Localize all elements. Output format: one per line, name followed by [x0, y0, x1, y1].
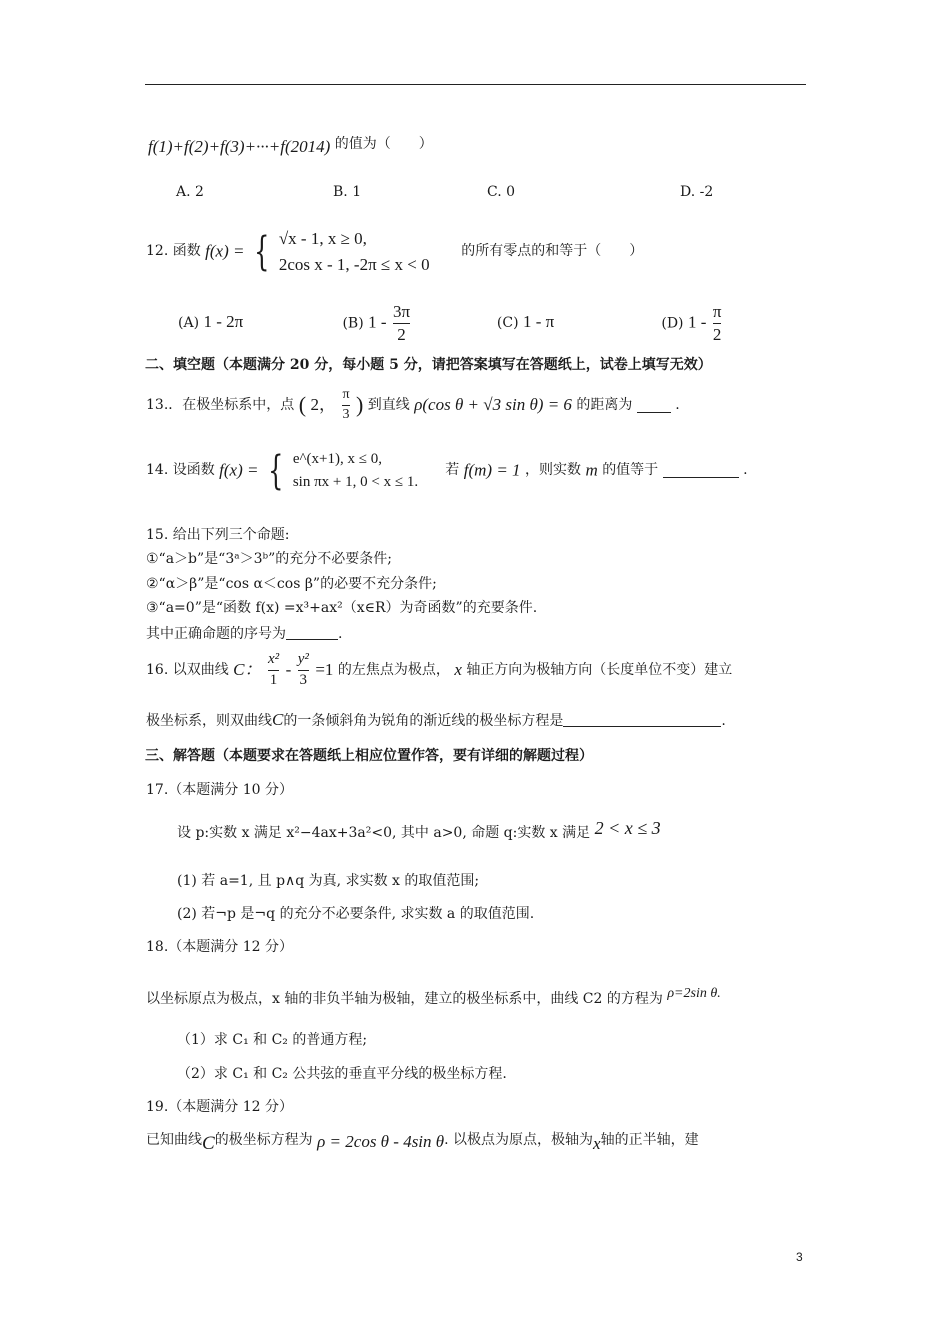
q12-number: 12. 函数 [146, 243, 201, 260]
q16-fraction-2 [298, 652, 309, 689]
q12-pieces [279, 226, 457, 277]
q14-brace: { [268, 447, 284, 494]
q18-sub-1: （1）求 C₁ 和 C₂ 的普通方程; [177, 1032, 368, 1048]
q12-piece-1: √x - 1, x ≥ 0, [278, 229, 367, 248]
q15-answer-blank[interactable] [286, 625, 338, 640]
q13-line [146, 388, 680, 422]
q14-line [146, 448, 748, 493]
q19-x: x [593, 1134, 601, 1153]
q12-option-c-value: 1 - π [523, 312, 555, 332]
q16-eq: =1 [315, 660, 334, 680]
page-number: 3 [796, 1250, 803, 1264]
q11-option-b: B. 1 [333, 184, 362, 200]
q18-head: 18.（本题满分 12 分） [146, 939, 293, 955]
q14-end: . [743, 462, 748, 479]
q15-end: . [338, 626, 343, 642]
q15-proposition-1: ①“a＞b”是“3ᵃ＞3ᵇ”的充分不必要条件; [146, 551, 393, 567]
q14-pieces [293, 448, 441, 493]
q13-point-a: 2， [310, 394, 336, 414]
q11-option-d: D. -2 [680, 184, 714, 200]
q18-sub-2: （2）求 C₁ 和 C₂ 公共弦的垂直平分线的极坐标方程. [177, 1066, 507, 1082]
q11-option-c: C. 0 [487, 184, 516, 200]
q16-line-1 [146, 652, 732, 689]
q12-option-d-label: (D) [661, 315, 684, 332]
q18-stem-line [146, 986, 721, 1008]
q16-end: . [721, 713, 726, 729]
section-3-title: 三、解答题（本题要求在答题纸上相应位置作答，要有详细的解题过程） [145, 748, 593, 764]
q12-option-b-num: 3π [393, 302, 411, 321]
q14-piece-2: sin πx + 1, 0 < x ≤ 1. [292, 473, 419, 490]
q12-piece-2: 2cos x - 1, -2π ≤ x < 0 [278, 254, 430, 274]
header-rule [145, 84, 806, 85]
q16-curve: C： [233, 660, 262, 680]
section-2-title: 二、填空题（本题满分 20 分，每小题 5 分，请把答案填写在答题纸上，试卷上填写无效） [145, 357, 712, 373]
q12-option-b-den: 2 [397, 324, 406, 344]
q13-answer-blank[interactable] [637, 398, 671, 413]
q11-line [148, 136, 433, 157]
q16-pre: 16. 以双曲线 [146, 661, 229, 678]
q19-tail: 轴的正半轴，建 [600, 1132, 699, 1148]
q16-axis: x [454, 660, 462, 680]
q17-stem: 设 p:实数 x 满足 x²−4ax+3a²<0, 其中 a>0, 命题 q:实数 x 满足 [177, 825, 591, 841]
q17-sub-2: (2) 若¬p 是¬q 的充分不必要条件, 求实数 a 的取值范围. [177, 906, 535, 922]
q13-end: . [675, 396, 680, 413]
q16-post: 轴正方向为极轴方向（长度单位不变）建立 [466, 661, 733, 678]
q17-stem-line [177, 818, 661, 842]
q12-text: 的所有零点的和等于（ ） [461, 243, 644, 260]
q16-line2-c: C [272, 710, 284, 729]
q19-equation: ρ = 2cos θ - 4sin θ [317, 1132, 445, 1151]
q12-option-c-label: (C) [496, 315, 519, 332]
q16-mid: 的左焦点为极点， [337, 661, 450, 678]
q14-piece-1: e^(x+1), x ≤ 0, [292, 451, 382, 467]
q12-option-d-pre: 1 - [687, 312, 707, 332]
q16-answer-blank[interactable] [563, 712, 721, 727]
q12-brace: { [254, 228, 270, 275]
q13-paren-close: ) [355, 391, 364, 417]
q19-post: . 以极点为原点，极轴为 [444, 1132, 594, 1148]
q19-head: 19.（本题满分 12 分） [146, 1099, 293, 1115]
q15-ask-line [146, 625, 342, 643]
q12-option-b [342, 303, 492, 344]
q13-point-fraction [342, 388, 349, 422]
q13-mid: 到直线 [367, 396, 410, 413]
q11-expression: f(1)+f(2)+f(3)+···+f(2014) [148, 137, 331, 156]
q13-point-num: π [342, 387, 350, 402]
q12-option-a [178, 312, 338, 332]
q12-option-d-den: 2 [712, 324, 722, 344]
q16-f1-num: x² [267, 651, 280, 667]
q12-option-d-num: π [712, 302, 722, 321]
q16-f1-den: 1 [269, 671, 278, 688]
q14-lhs: f(x) = [219, 460, 259, 480]
q17-head: 17.（本题满分 10 分） [146, 782, 293, 798]
q12-option-a-value: 1 - 2π [203, 312, 244, 332]
q16-line2-post: 的一条倾斜角为锐角的渐近线的极坐标方程是 [283, 713, 564, 729]
q13-pre: 13.．在极坐标系中，点 [146, 396, 295, 413]
q12-line [146, 226, 643, 277]
q14-condition: f(m) = 1 [463, 460, 521, 480]
q19-mid: 的极坐标方程为 [214, 1132, 313, 1148]
q16-line-2 [146, 710, 726, 730]
q14-pre: 14. 设函数 [146, 462, 215, 479]
q13-paren-open: ( [298, 391, 307, 417]
q17-range: 2 < x ≤ 3 [594, 818, 661, 838]
q12-option-b-pre: 1 - [368, 312, 387, 332]
q16-line2-pre: 极坐标系，则双曲线 [146, 713, 272, 729]
q18-equation: ρ=2sin θ. [667, 986, 721, 1001]
q12-option-b-label: (B) [342, 315, 364, 332]
q14-cond-pre: 若 [445, 462, 460, 479]
q11-text: 的值为（ ） [334, 136, 433, 152]
q16-fraction-1 [268, 652, 279, 689]
q14-cond-post: ，则实数 [525, 462, 581, 479]
q11-option-a: A. 2 [176, 184, 204, 200]
q15-proposition-3: ③“a=0”是“函数 f(x) =x³+ax²（x∈R）为奇函数”的充要条件. [146, 600, 538, 616]
q13-line-equation: ρ(cos θ + √3 sin θ) = 6 [414, 394, 572, 414]
q17-sub-1: (1) 若 a=1, 且 p∧q 为真, 求实数 x 的取值范围; [177, 873, 480, 889]
q19-stem-line [146, 1132, 699, 1156]
q15-ask: 其中正确命题的序号为 [146, 626, 286, 642]
q14-tail: 的值等于 [602, 462, 659, 479]
q12-option-b-fraction [393, 303, 410, 344]
q14-var: m [585, 460, 598, 480]
q15-intro: 15. 给出下列三个命题: [146, 527, 290, 543]
q15-proposition-2: ②“α＞β”是“cos α＜cos β”的必要不充分条件; [146, 576, 437, 592]
q12-option-c [497, 312, 657, 332]
q18-stem: 以坐标原点为极点，x 轴的非负半轴为极轴，建立的极坐标系中，曲线 C2 的方程为 [146, 991, 663, 1007]
q16-f2-den: 3 [299, 671, 308, 688]
q19-c: C [202, 1133, 215, 1154]
q12-options [178, 303, 723, 344]
q16-minus: - [285, 660, 292, 680]
q19-pre: 已知曲线 [146, 1132, 202, 1148]
q13-point-den: 3 [342, 406, 350, 422]
q16-f2-num: y² [297, 651, 309, 667]
q12-option-d [661, 303, 723, 344]
q14-answer-blank[interactable] [663, 463, 739, 478]
q13-post: 的距离为 [576, 396, 633, 413]
q12-option-a-label: (A) [178, 315, 200, 332]
q12-lhs: f(x) = [205, 241, 245, 261]
q12-option-d-fraction [713, 303, 722, 344]
